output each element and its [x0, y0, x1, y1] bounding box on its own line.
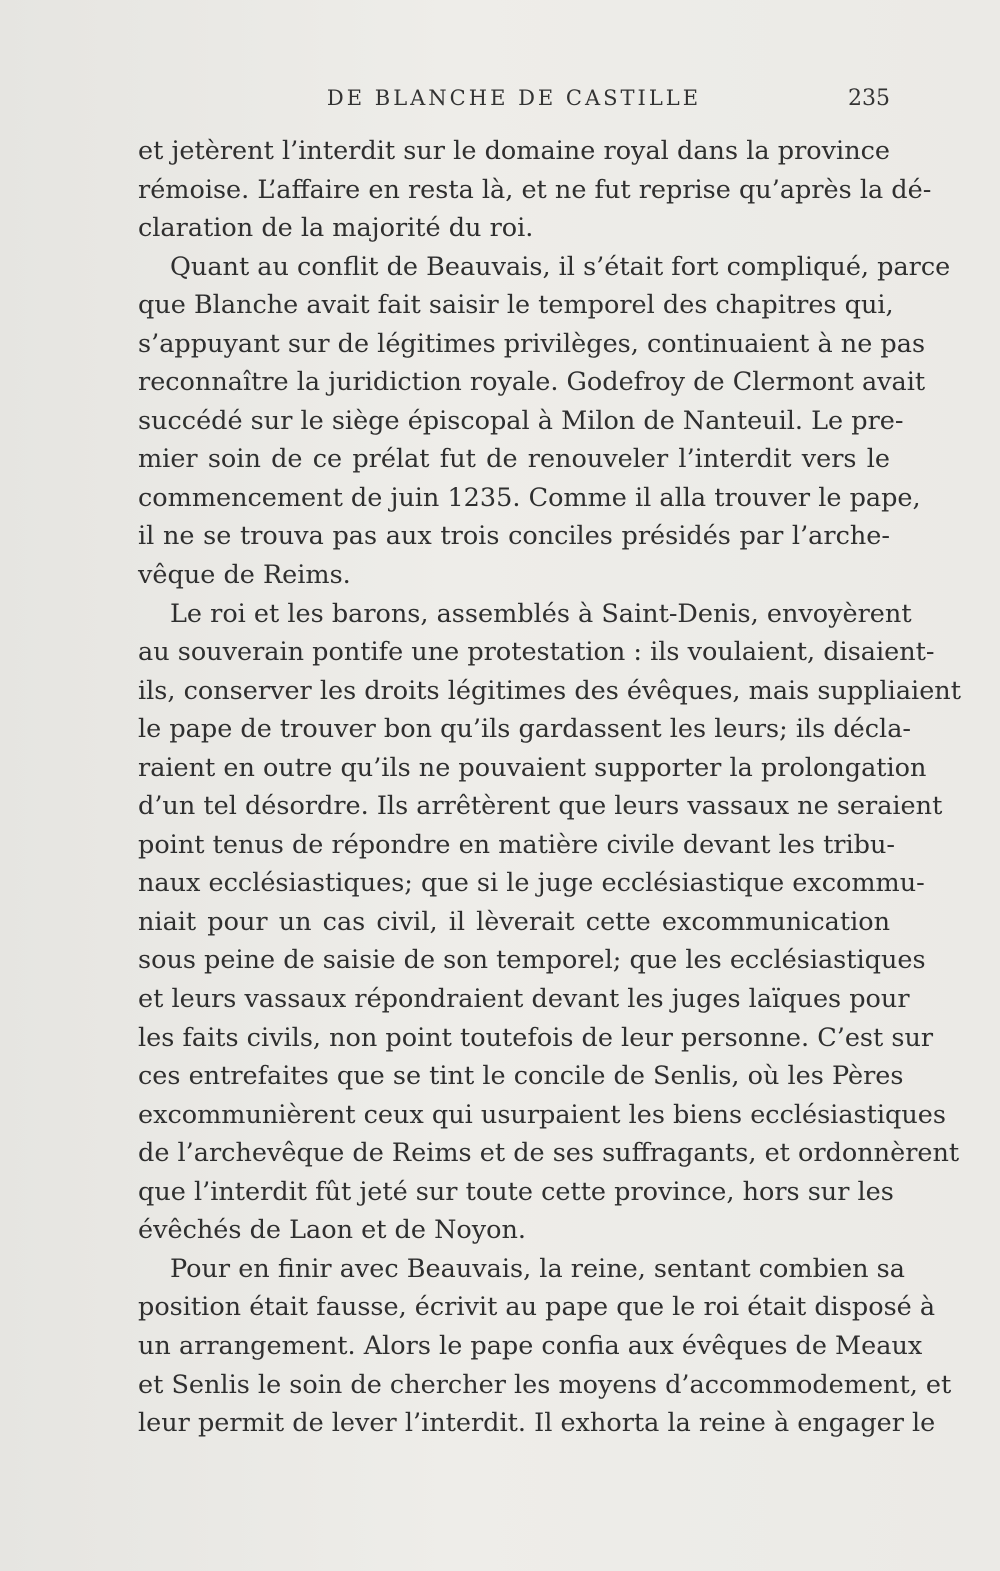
text-line: d’un tel désordre. Ils arrêtèrent que leurs vassaux ne seraient	[138, 791, 943, 822]
running-head	[138, 86, 890, 120]
text-line: les faits civils, non point toutefois de leur personne. C’est sur	[138, 1022, 934, 1053]
text-line: de l’archevêque de Reims et de ses suffragants, et ordonnèrent	[138, 1138, 960, 1169]
text-line: et Senlis le soin de chercher les moyens d’accommodement, et	[138, 1369, 952, 1400]
text-line: s’appuyant sur de légitimes privilèges, continuaient à ne pas	[138, 328, 926, 359]
text-line: raient en outre qu’ils ne pouvaient supporter la prolongation	[138, 752, 927, 783]
text-line: succédé sur le siège épiscopal à Milon de Nanteuil. Le pre-	[138, 405, 904, 436]
text-line: le pape de trouver bon qu’ils gardassent les leurs; ils décla-	[138, 714, 912, 745]
text-line: Le roi et les barons, assemblés à Saint-Denis, envoyèrent	[170, 598, 912, 629]
text-line: mier soin de ce prélat fut de renouveler l’interdit vers le	[138, 444, 890, 475]
running-title: DE BLANCHE DE CASTILLE	[326, 86, 702, 110]
text-line: et leurs vassaux répondraient devant les juges laïques pour	[138, 984, 910, 1015]
text-line: excommunièrent ceux qui usurpaient les biens ecclésiastiques	[138, 1099, 946, 1130]
text-line: rémoise. L’affaire en resta là, et ne fut reprise qu’après la dé-	[138, 174, 932, 205]
text-line: niait pour un cas civil, il lèverait cette excommunication	[138, 906, 890, 937]
text-line: position était fausse, écrivit au pape que le roi était disposé à	[138, 1292, 936, 1323]
text-line: il ne se trouva pas aux trois conciles présidés par l’arche-	[138, 521, 890, 552]
text-line: et jetèrent l’interdit sur le domaine royal dans la province	[138, 136, 890, 166]
text-line: évêchés de Laon et de Noyon.	[138, 1215, 527, 1246]
text-line: Pour en finir avec Beauvais, la reine, sentant combien sa	[170, 1253, 905, 1284]
text-line: ils, conserver les droits légitimes des évêques, mais suppliaient	[138, 675, 961, 706]
text-line: vêque de Reims.	[138, 560, 351, 591]
text-line: reconnaître la juridiction royale. Godefroy de Clermont avait	[138, 367, 926, 398]
text-line: au souverain pontife une protestation : ils voulaient, disaient-	[138, 637, 935, 668]
text-line: naux ecclésiastiques; que si le juge ecclésiastique excommu-	[138, 868, 925, 899]
text-line: Quant au conflit de Beauvais, il s’était fort compliqué, parce	[170, 251, 951, 282]
page-number: 235	[848, 86, 890, 111]
text-line: que l’interdit fût jeté sur toute cette province, hors sur les	[138, 1176, 894, 1207]
text-line: que Blanche avait fait saisir le temporel des chapitres qui,	[138, 290, 894, 321]
text-line: leur permit de lever l’interdit. Il exhorta la reine à engager le	[138, 1408, 936, 1439]
text-line: commencement de juin 1235. Comme il alla trouver le pape,	[138, 482, 921, 513]
text-line: ces entrefaites que se tint le concile de Senlis, où les Pères	[138, 1061, 904, 1092]
body-text	[138, 132, 961, 1443]
text-line: un arrangement. Alors le pape confia aux évêques de Meaux	[138, 1330, 923, 1361]
text-line: claration de la majorité du roi.	[138, 213, 534, 244]
text-line: sous peine de saisie de son temporel; que les ecclésiastiques	[138, 945, 926, 976]
text-line: point tenus de répondre en matière civile devant les tribu-	[138, 829, 896, 860]
